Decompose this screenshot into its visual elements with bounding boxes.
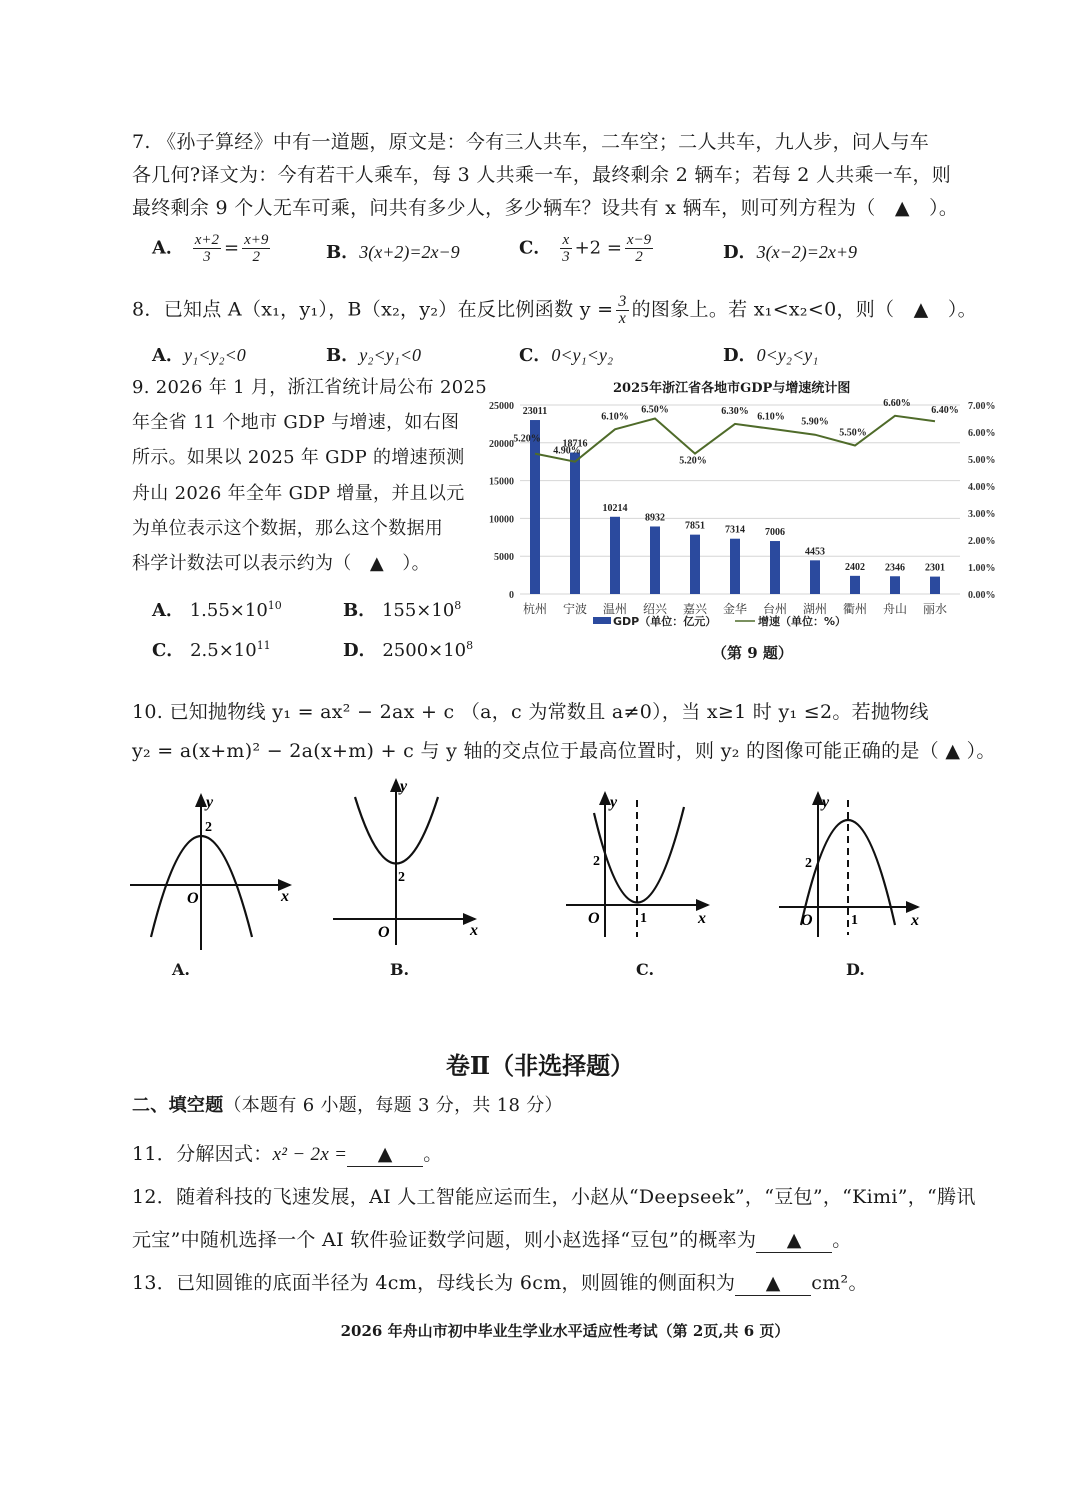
svg-text:2: 2 — [593, 854, 600, 869]
q9-option-b: B． $155\times 10^8$ — [343, 599, 462, 621]
q12-answer-blank[interactable]: ▲ — [756, 1228, 832, 1253]
section-2-heading: 二、填空题（本题有 6 小题，每题 3 分，共 18 分） — [132, 1095, 563, 1116]
q9-option-a: A． $1.55\times 10^{10}$ — [152, 599, 282, 621]
gdp-bar — [930, 577, 940, 594]
q9-line-1: 9. 2026 年 1 月，浙江省统计局公布 2025 — [132, 377, 487, 398]
q7-line-3: 最终剩余 9 个人无车可乘，问共有多少人，多少辆车？设共有 x 辆车，则可列方程为（ ▲ ）。 — [132, 197, 959, 219]
q9-line-5: 为单位表示这个数据，那么这个数据用 — [132, 518, 444, 539]
gdp-bars — [530, 420, 940, 594]
svg-text:2.00%: 2.00% — [968, 536, 996, 547]
q9-line-2: 年全省 11 个地市 GDP 与增速，如右图 — [132, 412, 460, 433]
svg-text:O: O — [801, 912, 813, 929]
gdp-bar — [770, 541, 780, 594]
q11-answer-blank[interactable]: ▲ — [347, 1142, 423, 1167]
svg-text:6.60%: 6.60% — [883, 397, 911, 409]
gdp-bar — [890, 576, 900, 594]
svg-text:18716: 18716 — [562, 438, 588, 450]
q9-line-6: 科学计数法可以表示约为（ ▲ ）。 — [132, 553, 430, 574]
q12-line-2: 元宝”中随机选择一个 AI 软件验证数学问题，则小赵选择“豆包”的概率为 ▲ 。 — [132, 1229, 852, 1251]
svg-text:7314: 7314 — [725, 524, 745, 536]
svg-text:2402: 2402 — [845, 561, 865, 573]
svg-text:温州: 温州 — [602, 602, 628, 616]
q7-option-d: D．3(x−2)=2x+9 — [723, 242, 858, 263]
q8-option-b: B．y₂<y₁<0 — [326, 345, 422, 366]
svg-text:x: x — [911, 912, 919, 929]
page-footer: 2026 年舟山市初中毕业生学业水平适应性考试（第 2页,共 6 页） — [340, 1322, 790, 1340]
q8-option-a: A．y₁<y₂<0 — [152, 345, 246, 366]
graph-d — [775, 785, 935, 955]
svg-text:6.40%: 6.40% — [931, 405, 959, 417]
svg-text:1: 1 — [640, 911, 647, 926]
q12-line-1: 12．随着科技的飞速发展，AI 人工智能应运而生，小赵从“Deepseek”，“豆包”，“Kimi”，“腾讯 — [132, 1186, 976, 1208]
svg-text:3.00%: 3.00% — [968, 509, 996, 520]
svg-text:4.00%: 4.00% — [968, 482, 996, 493]
graph-c-label: C. — [636, 960, 655, 979]
svg-text:衢州: 衢州 — [842, 602, 868, 616]
q13: 13．已知圆锥的底面半径为 4cm，母线长为 6cm，则圆锥的侧面积为 ▲ cm²。 — [132, 1272, 868, 1294]
svg-text:x: x — [470, 922, 478, 939]
q8-option-d: D．0<y₂<y₁ — [723, 345, 819, 366]
graph-c — [560, 785, 720, 955]
svg-text:2: 2 — [805, 856, 812, 871]
svg-text:y: y — [610, 794, 618, 811]
gdp-growth-chart — [478, 395, 1018, 635]
q7-line-1: 7. 《孙子算经》中有一道题，原文是：今有三人共车，二车空；二人共车，九人步，问人与车 — [132, 131, 930, 153]
svg-text:6.10%: 6.10% — [601, 411, 629, 423]
q11: 11．分解因式：x² − 2x = ▲ 。 — [132, 1143, 443, 1165]
svg-text:6.30%: 6.30% — [721, 405, 749, 417]
svg-text:6.10%: 6.10% — [757, 411, 785, 423]
svg-text:O: O — [588, 910, 600, 927]
svg-text:20000: 20000 — [489, 438, 514, 450]
svg-text:嘉兴: 嘉兴 — [682, 602, 708, 616]
svg-text:5.50%: 5.50% — [839, 427, 867, 439]
q7-line-2: 各几何?译文为：今有若干人乘车，每 3 人共乘一车，最终剩余 2 辆车；若每 2 人共乘一车，则 — [132, 164, 952, 186]
gdp-bar — [730, 539, 740, 594]
gdp-bar — [850, 576, 860, 594]
svg-text:15000: 15000 — [489, 476, 514, 488]
svg-text:y: y — [822, 794, 830, 811]
chart-title: 2025年浙江省各地市GDP与增速统计图 — [613, 381, 851, 396]
svg-text:4.90%: 4.90% — [553, 445, 581, 457]
svg-text:GDP（单位：亿元）: GDP（单位：亿元） — [613, 615, 717, 628]
q13-answer-blank[interactable]: ▲ — [735, 1271, 811, 1296]
svg-text:金华: 金华 — [722, 602, 748, 616]
q10-line-2: y₂ = a(x+m)² − 2a(x+m) + c 与 y 轴的交点位于最高位置时，则 y₂ 的图像可能正确的是（ ▲ ）。 — [132, 740, 996, 762]
svg-text:增速（单位：%）: 增速（单位：%） — [758, 615, 847, 628]
svg-text:5000: 5000 — [494, 552, 514, 564]
svg-text:23011: 23011 — [522, 406, 548, 418]
svg-text:湖州: 湖州 — [802, 602, 828, 616]
svg-text:宁波: 宁波 — [562, 602, 588, 616]
q7-option-b: B．3(x+2)=2x−9 — [326, 242, 460, 263]
gdp-bar — [650, 526, 660, 594]
svg-text:舟山: 舟山 — [882, 602, 908, 616]
q9-figure-caption: （第 9 题） — [712, 644, 793, 662]
q7-option-c: C． $\frac{x}{3}$ +2 = $\frac{x-9}{2}$ — [519, 232, 652, 265]
svg-text:25000: 25000 — [489, 401, 514, 412]
svg-text:5.20%: 5.20% — [513, 433, 541, 445]
svg-text:4453: 4453 — [805, 546, 825, 558]
q9-line-3: 所示。如果以 2025 年 GDP 的增速预测 — [132, 447, 465, 468]
graph-d-label: D. — [846, 960, 865, 979]
svg-text:x: x — [281, 888, 289, 905]
q9-option-c: C． $2.5\times 10^{11}$ — [152, 639, 271, 661]
gdp-bar — [530, 420, 540, 594]
svg-text:杭州: 杭州 — [522, 602, 548, 616]
svg-text:O: O — [187, 890, 199, 907]
svg-text:2: 2 — [205, 820, 212, 835]
svg-text:7851: 7851 — [685, 520, 705, 532]
category-labels — [523, 601, 947, 616]
svg-text:1: 1 — [851, 913, 858, 928]
q8-stem: 8．已知点 A（x₁，y₁），B（x₂，y₂）在反比例函数 y = $\frac{3}{x}$ 的图象上。若 x₁<x₂<0，则（ ▲ ）。 — [132, 293, 977, 327]
svg-text:10000: 10000 — [489, 514, 514, 526]
gdp-bar — [570, 453, 580, 594]
svg-text:5.90%: 5.90% — [801, 416, 829, 428]
graph-a — [125, 785, 305, 985]
svg-text:6.00%: 6.00% — [968, 428, 996, 439]
svg-text:1.00%: 1.00% — [968, 563, 996, 574]
left-axis-ticks — [489, 401, 514, 601]
svg-text:绍兴: 绍兴 — [642, 602, 668, 616]
growth-rate-line — [535, 416, 935, 462]
q8-option-c: C．0<y₁<y₂ — [519, 345, 614, 366]
q9-option-d: D． $2500\times 10^8$ — [343, 639, 474, 661]
svg-text:丽水: 丽水 — [922, 602, 948, 616]
gdp-bar — [810, 560, 820, 594]
svg-text:8932: 8932 — [645, 512, 665, 524]
svg-text:2346: 2346 — [885, 562, 905, 574]
svg-text:7006: 7006 — [765, 527, 785, 539]
svg-text:7.00%: 7.00% — [968, 401, 996, 412]
svg-text:5.00%: 5.00% — [968, 455, 996, 466]
svg-text:O: O — [378, 924, 390, 941]
svg-text:台州: 台州 — [762, 602, 788, 616]
svg-text:6.50%: 6.50% — [641, 404, 669, 416]
chart-legend — [593, 614, 846, 628]
q10-line-1: 10. 已知抛物线 y₁ = ax² − 2ax + c （a，c 为常数且 a≠0），当 x≥1 时 y₁ ≤2。若抛物线 — [132, 701, 929, 723]
svg-text:10214: 10214 — [602, 502, 628, 514]
svg-text:2301: 2301 — [925, 562, 945, 574]
part-2-heading: 卷Ⅱ（非选择题） — [445, 1051, 635, 1080]
svg-text:0: 0 — [509, 590, 514, 601]
graph-b — [330, 775, 500, 975]
gdp-bar — [690, 535, 700, 594]
svg-text:x: x — [698, 910, 706, 927]
graph-a-label: A. — [172, 960, 190, 979]
q9-line-4: 舟山 2026 年全年 GDP 增量，并且以元 — [132, 483, 465, 504]
graph-b-label: B. — [390, 960, 410, 979]
right-axis-ticks — [968, 401, 996, 601]
svg-text:0.00%: 0.00% — [968, 590, 996, 601]
svg-text:y: y — [206, 794, 214, 811]
q7-option-a: A． $\frac{x+2}{3}$ = $\frac{x+9}{2}$ — [152, 232, 269, 265]
svg-text:2: 2 — [398, 870, 405, 885]
svg-text:y: y — [400, 778, 408, 795]
svg-text:5.20%: 5.20% — [679, 455, 707, 467]
gdp-bar — [610, 517, 620, 594]
